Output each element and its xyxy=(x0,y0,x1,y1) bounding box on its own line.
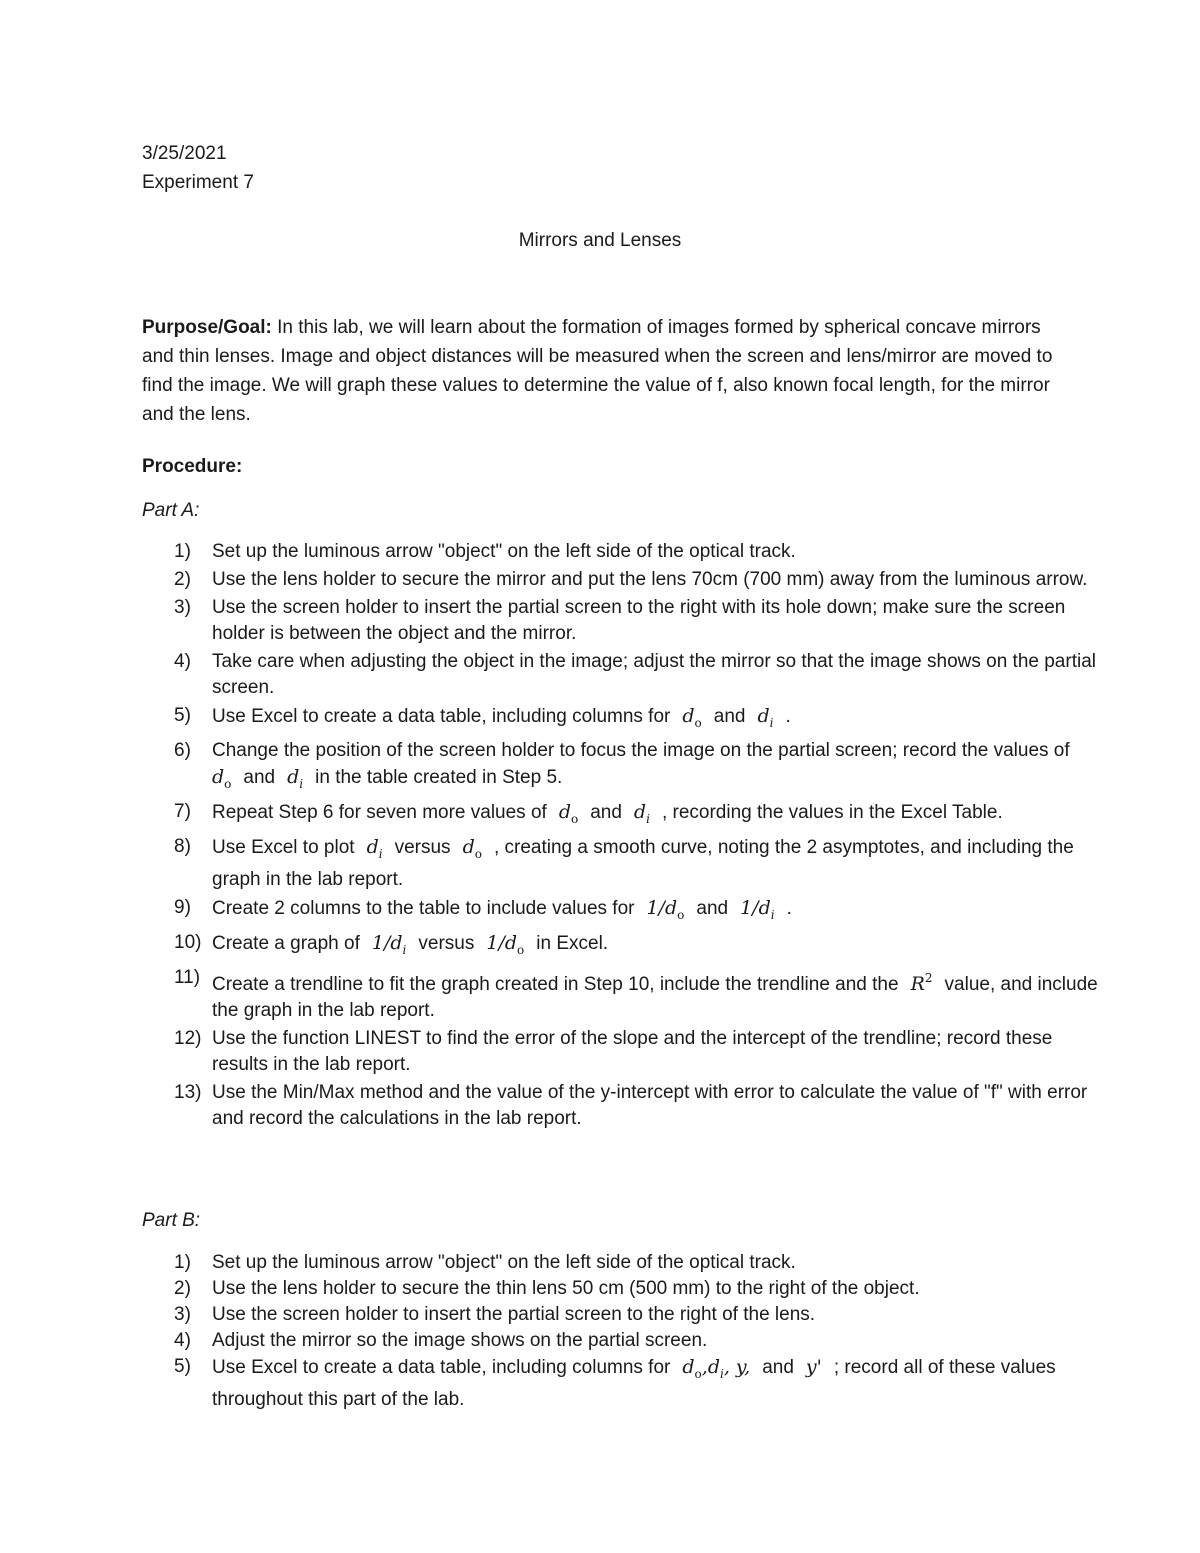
step-number: 8) xyxy=(174,836,191,857)
step-text: and xyxy=(713,706,746,727)
step-text: Set up the luminous arrow "object" on the left side of the optical track. xyxy=(212,1252,796,1273)
step-text: Create a trendline to fit the graph created in Step 10, include the trendline and the xyxy=(212,974,899,995)
step-text: Use the lens holder to secure the thin lens 50 cm (500 mm) to the right of the object. xyxy=(212,1278,920,1299)
list-item xyxy=(0,834,1100,893)
math-y-prime: y' xyxy=(805,1356,822,1378)
step-text: and xyxy=(243,767,276,788)
list-item xyxy=(0,738,1100,797)
step-text: in the table created in Step 5. xyxy=(315,767,563,788)
step-text: and xyxy=(696,898,729,919)
list-item xyxy=(0,1354,1100,1413)
math-d-i: $d_i$ xyxy=(366,836,383,861)
step-text: , recording the values in the Excel Table. xyxy=(661,802,1003,823)
math-d-o: $d_o$ xyxy=(212,766,232,791)
list-item xyxy=(0,1250,1100,1276)
procedure-heading: Procedure: xyxy=(142,456,243,477)
step-text: value, and include the graph in the lab report. xyxy=(212,974,1098,1021)
math-inv-d-o: $1/d_o$ xyxy=(486,932,525,957)
step-number: 1) xyxy=(174,1252,191,1273)
step-text: Repeat Step 6 for seven more values of xyxy=(212,802,547,823)
step-number: 10) xyxy=(174,932,202,953)
list-item xyxy=(0,1080,1100,1132)
step-text: and xyxy=(590,802,622,823)
step-text: Change the position of the screen holder to focus the image on the partial screen; record the values of xyxy=(212,740,1070,761)
step-text: and xyxy=(762,1357,794,1378)
step-text: in Excel. xyxy=(536,933,609,954)
part-b-steps xyxy=(0,1250,1100,1413)
step-number: 3) xyxy=(174,1304,191,1325)
step-text: Use the lens holder to secure the mirror and put the lens 70cm (700 mm) away from the luminous arrow. xyxy=(212,569,1088,590)
list-item xyxy=(0,965,1100,1024)
math-inv-d-i: $1/d_i$ xyxy=(371,932,407,957)
step-text: Use the screen holder to insert the partial screen to the right with its hole down; make sure the screen holder is between the object and the mirror. xyxy=(212,597,1066,644)
step-text: Use the function LINEST to find the error of the slope and the intercept of the trendline; record these results in the lab report. xyxy=(212,1028,1053,1075)
math-d-i: $d_i$ xyxy=(287,766,304,791)
step-number: 1) xyxy=(174,541,191,562)
step-text: Create a graph of xyxy=(212,933,360,954)
list-item xyxy=(0,1026,1100,1078)
math-d-o: $d_o$ xyxy=(558,801,579,826)
step-text: Use the screen holder to insert the partial screen to the right of the lens. xyxy=(212,1304,816,1325)
math-inv-d-o: $1/d_o$ xyxy=(646,897,685,922)
list-item xyxy=(0,1302,1100,1328)
step-text: . xyxy=(785,706,791,727)
purpose-paragraph xyxy=(142,313,1072,429)
math-d-i: $d_i$ xyxy=(633,801,650,826)
list-item xyxy=(0,895,1100,928)
step-text: ; record all of these values throughout this part of the lab. xyxy=(212,1357,1056,1410)
purpose-label: Purpose/Goal: xyxy=(142,317,272,338)
step-number: 2) xyxy=(174,569,191,590)
step-text: Use the Min/Max method and the value of the y-intercept with error to calculate the value of "f" with error and record the calculations in the lab report. xyxy=(212,1082,1088,1129)
step-number: 5) xyxy=(174,705,191,726)
step-text: versus xyxy=(418,933,475,954)
list-item xyxy=(0,567,1100,593)
math-d-i: $d_i$ xyxy=(757,705,774,730)
list-item xyxy=(0,930,1100,963)
step-text: Use Excel to create a data table, including columns for xyxy=(212,706,671,727)
math-r-squared: $R^2$ xyxy=(910,971,933,995)
step-text: Set up the luminous arrow "object" on the left side of the optical track. xyxy=(212,541,796,562)
step-number: 3) xyxy=(174,597,191,618)
list-item xyxy=(0,539,1100,565)
step-text: versus xyxy=(394,837,451,858)
step-number: 6) xyxy=(174,740,191,761)
experiment-number: Experiment 7 xyxy=(142,172,254,193)
part-a-heading: Part A: xyxy=(142,500,200,521)
math-d-o: $d_o$ xyxy=(462,836,482,861)
step-text: , creating a smooth curve, noting the 2 asymptotes, and including the graph in the lab report. xyxy=(212,837,1074,890)
step-text: . xyxy=(786,898,792,919)
list-item xyxy=(0,595,1100,647)
step-number: 12) xyxy=(174,1028,202,1049)
part-a-steps xyxy=(0,539,1100,1134)
part-b-heading: Part B: xyxy=(142,1210,201,1231)
step-text: Create 2 columns to the table to include values for xyxy=(212,898,635,919)
math-d-o-d-i-y: $d_o,d_i$, y, xyxy=(682,1356,751,1381)
list-item xyxy=(0,1328,1100,1354)
list-item xyxy=(0,1276,1100,1302)
step-text: Adjust the mirror so the image shows on the partial screen. xyxy=(212,1330,708,1351)
step-number: 9) xyxy=(174,897,191,918)
list-item xyxy=(0,799,1100,832)
purpose-text: In this lab, we will learn about the formation of images formed by spherical concave mirrors and thin lenses. Image and object distances will be measured when the screen and lens/mirror are moved to find the image. We will graph these values to determine the value of f, also known focal length, for the mirror and the lens. xyxy=(142,317,1053,425)
step-number: 4) xyxy=(174,1330,191,1351)
step-number: 11) xyxy=(174,967,201,988)
math-inv-d-i: $1/d_i$ xyxy=(740,897,775,922)
list-item xyxy=(0,703,1100,736)
step-number: 7) xyxy=(174,801,191,822)
date: 3/25/2021 xyxy=(142,143,227,164)
step-number: 5) xyxy=(174,1356,191,1377)
step-number: 4) xyxy=(174,651,191,672)
step-text: Use Excel to create a data table, including columns for xyxy=(212,1357,671,1378)
math-d-o: $d_o$ xyxy=(682,705,702,730)
step-text: Take care when adjusting the object in the image; adjust the mirror so that the image shows on the partial screen. xyxy=(212,651,1096,698)
step-number: 13) xyxy=(174,1082,202,1103)
step-text: Use Excel to plot xyxy=(212,837,355,858)
list-item xyxy=(0,649,1100,701)
document-title: Mirrors and Lenses xyxy=(518,230,682,251)
step-number: 2) xyxy=(174,1278,191,1299)
